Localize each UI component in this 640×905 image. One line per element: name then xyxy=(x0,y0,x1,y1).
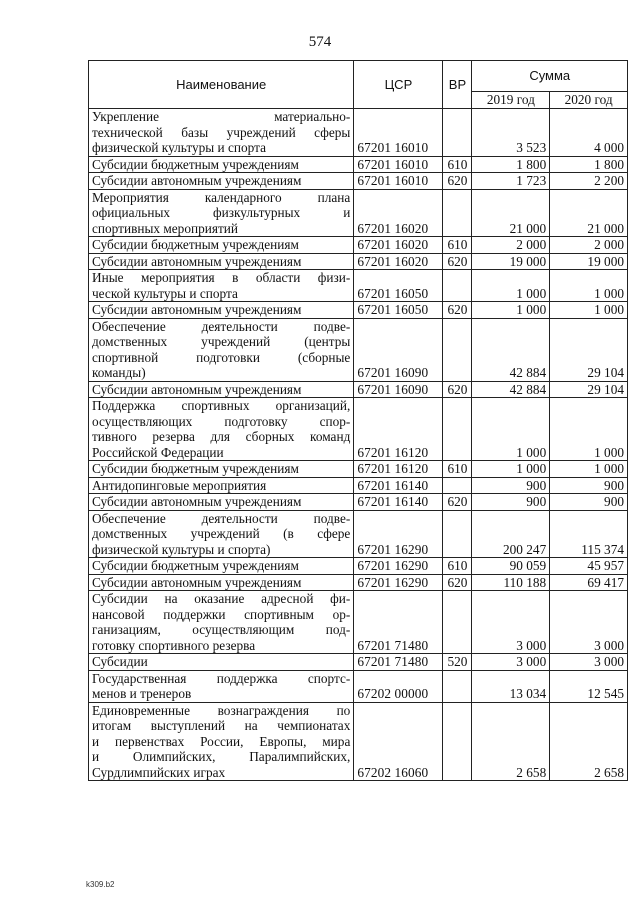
row-sum-2019: 900 xyxy=(472,494,550,511)
table-row xyxy=(89,318,628,381)
row-csr: 67201 16020 xyxy=(354,189,443,237)
row-csr: 67201 16120 xyxy=(354,398,443,461)
row-csr: 67201 16010 xyxy=(354,109,443,157)
row-name-line: Субсидии автономным учреждениям xyxy=(92,494,302,509)
row-sum-2019: 2 000 xyxy=(472,237,550,254)
row-csr: 67201 16010 xyxy=(354,156,443,173)
row-sum-2020: 1 000 xyxy=(550,461,628,478)
row-name-line: Сурдлимпийских играх xyxy=(92,764,226,780)
row-csr: 67201 16090 xyxy=(354,381,443,398)
row-name-line: и первенствах России, Европы, мира xyxy=(92,733,351,749)
table-row xyxy=(89,302,628,319)
row-name xyxy=(89,109,354,157)
row-name xyxy=(89,189,354,237)
header-name: Наименование xyxy=(89,61,354,109)
row-sum-2020: 900 xyxy=(550,477,628,494)
row-csr: 67201 16120 xyxy=(354,461,443,478)
budget-table xyxy=(88,60,628,781)
table-header xyxy=(89,61,628,109)
row-name-line: Государственная поддержка спортс- xyxy=(92,670,351,686)
row-name-line: Единовременные вознаграждения по xyxy=(92,702,351,718)
row-name-line: Укрепление материально- xyxy=(92,109,351,124)
row-sum-2020: 29 104 xyxy=(550,318,628,381)
row-name xyxy=(89,398,354,461)
row-name-line: и Олимпийских, Паралимпийских, xyxy=(92,749,351,764)
row-name xyxy=(89,156,354,173)
row-sum-2019: 21 000 xyxy=(472,189,550,237)
row-name-line: Субсидии бюджетным учреждениям xyxy=(92,558,299,573)
row-csr: 67202 16060 xyxy=(354,702,443,781)
table-row xyxy=(89,558,628,575)
row-sum-2020: 2 200 xyxy=(550,173,628,190)
table-row xyxy=(89,156,628,173)
row-name xyxy=(89,302,354,319)
row-vr xyxy=(443,510,472,558)
row-name-line: осуществляющих подготовку спор- xyxy=(92,413,351,429)
table-row xyxy=(89,381,628,398)
row-name-line: Поддержка спортивных организаций, xyxy=(92,398,351,413)
row-sum-2019: 3 000 xyxy=(472,654,550,671)
row-name xyxy=(89,270,354,302)
row-sum-2019: 1 800 xyxy=(472,156,550,173)
row-name-line: Субсидии автономным учреждениям xyxy=(92,173,302,188)
row-sum-2019: 1 000 xyxy=(472,461,550,478)
row-name-line: Субсидии на оказание адресной фи- xyxy=(92,591,351,606)
row-name-line: спортивных мероприятий xyxy=(92,220,239,236)
table-row xyxy=(89,670,628,702)
row-vr: 520 xyxy=(443,654,472,671)
row-vr xyxy=(443,318,472,381)
row-name-line: технической базы учреждений сферы xyxy=(92,124,351,140)
row-vr: 620 xyxy=(443,253,472,270)
row-vr xyxy=(443,270,472,302)
row-csr: 67201 16290 xyxy=(354,574,443,591)
row-name xyxy=(89,558,354,575)
row-name-line: Российской Федерации xyxy=(92,444,224,460)
row-name-line: Субсидии бюджетным учреждениям xyxy=(92,156,299,172)
row-name xyxy=(89,670,354,702)
row-csr: 67201 71480 xyxy=(354,591,443,654)
row-sum-2019: 110 188 xyxy=(472,574,550,591)
row-vr xyxy=(443,109,472,157)
row-name xyxy=(89,510,354,558)
row-name xyxy=(89,654,354,671)
header-csr: ЦСР xyxy=(354,61,443,109)
row-name xyxy=(89,173,354,190)
row-csr: 67201 16020 xyxy=(354,237,443,254)
row-sum-2019: 90 059 xyxy=(472,558,550,575)
row-sum-2020: 3 000 xyxy=(550,654,628,671)
table-row xyxy=(89,574,628,591)
row-name-line: физической культуры и спорта xyxy=(92,140,266,155)
header-sum: Сумма xyxy=(472,61,628,92)
row-sum-2020: 1 000 xyxy=(550,270,628,302)
row-sum-2020: 3 000 xyxy=(550,591,628,654)
row-name-line: домственных учреждений (в сфере xyxy=(92,526,351,541)
table-row xyxy=(89,270,628,302)
table-row xyxy=(89,702,628,781)
row-sum-2019: 1 000 xyxy=(472,302,550,319)
row-name-line: спортивной подготовки (сборные xyxy=(92,349,351,365)
row-vr: 620 xyxy=(443,574,472,591)
row-vr: 610 xyxy=(443,237,472,254)
row-vr: 610 xyxy=(443,156,472,173)
row-csr: 67201 16140 xyxy=(354,477,443,494)
row-sum-2019: 3 000 xyxy=(472,591,550,654)
row-sum-2020: 45 957 xyxy=(550,558,628,575)
table-row xyxy=(89,173,628,190)
row-name-line: домственных учреждений (центры xyxy=(92,334,351,349)
row-name-line: Субсидии бюджетным учреждениям xyxy=(92,461,299,476)
row-vr xyxy=(443,477,472,494)
row-name-line: Субсидии автономным учреждениям xyxy=(92,302,302,317)
table-row xyxy=(89,109,628,157)
table-row xyxy=(89,461,628,478)
row-name xyxy=(89,318,354,381)
row-csr: 67201 16090 xyxy=(354,318,443,381)
row-name xyxy=(89,381,354,398)
row-vr: 610 xyxy=(443,558,472,575)
row-name-line: Обеспечение деятельности подве- xyxy=(92,510,351,526)
row-sum-2020: 4 000 xyxy=(550,109,628,157)
row-sum-2020: 12 545 xyxy=(550,670,628,702)
row-name-line: тивного резерва для сборных команд xyxy=(92,429,351,444)
row-vr: 620 xyxy=(443,302,472,319)
row-sum-2020: 2 658 xyxy=(550,702,628,781)
row-csr: 67201 16050 xyxy=(354,270,443,302)
header-vr: ВР xyxy=(443,61,472,109)
row-sum-2020: 900 xyxy=(550,494,628,511)
table-row xyxy=(89,477,628,494)
row-name-line: Иные мероприятия в области физи- xyxy=(92,270,351,285)
row-csr: 67201 16290 xyxy=(354,510,443,558)
row-name xyxy=(89,574,354,591)
header-year-2020: 2020 год xyxy=(550,92,628,109)
row-name-line: команды) xyxy=(92,365,146,380)
row-name xyxy=(89,702,354,781)
row-csr: 67202 00000 xyxy=(354,670,443,702)
row-sum-2019: 2 658 xyxy=(472,702,550,781)
row-sum-2020: 1 000 xyxy=(550,302,628,319)
row-name xyxy=(89,494,354,511)
row-name-line: Антидопинговые мероприятия xyxy=(92,477,267,493)
table-row xyxy=(89,591,628,654)
row-name-line: Субсидии автономным учреждениям xyxy=(92,381,302,397)
row-name-line: Субсидии автономным учреждениям xyxy=(92,253,302,269)
row-sum-2020: 2 000 xyxy=(550,237,628,254)
row-name xyxy=(89,461,354,478)
row-name-line: Субсидии бюджетным учреждениям xyxy=(92,237,299,252)
row-name-line: официальных физкультурных и xyxy=(92,205,351,220)
row-vr xyxy=(443,398,472,461)
row-sum-2019: 1 000 xyxy=(472,270,550,302)
row-name-line: нансовой поддержки спортивным ор- xyxy=(92,606,351,622)
table-row xyxy=(89,237,628,254)
row-sum-2019: 42 884 xyxy=(472,318,550,381)
row-vr: 620 xyxy=(443,381,472,398)
header-year-2019: 2019 год xyxy=(472,92,550,109)
row-name xyxy=(89,237,354,254)
row-vr xyxy=(443,189,472,237)
row-name xyxy=(89,591,354,654)
row-sum-2020: 19 000 xyxy=(550,253,628,270)
row-sum-2019: 1 723 xyxy=(472,173,550,190)
row-vr: 620 xyxy=(443,494,472,511)
row-sum-2019: 200 247 xyxy=(472,510,550,558)
row-sum-2020: 29 104 xyxy=(550,381,628,398)
row-sum-2019: 42 884 xyxy=(472,381,550,398)
row-name xyxy=(89,253,354,270)
row-csr: 67201 16140 xyxy=(354,494,443,511)
table-row xyxy=(89,189,628,237)
row-vr xyxy=(443,670,472,702)
row-sum-2019: 13 034 xyxy=(472,670,550,702)
row-csr: 67201 16050 xyxy=(354,302,443,319)
row-sum-2020: 1 800 xyxy=(550,156,628,173)
row-vr: 610 xyxy=(443,461,472,478)
table-row xyxy=(89,494,628,511)
row-vr xyxy=(443,591,472,654)
row-name-line: Субсидии автономным учреждениям xyxy=(92,574,302,590)
row-sum-2020: 69 417 xyxy=(550,574,628,591)
row-sum-2019: 900 xyxy=(472,477,550,494)
row-sum-2019: 3 523 xyxy=(472,109,550,157)
row-sum-2019: 1 000 xyxy=(472,398,550,461)
row-name-line: Субсидии xyxy=(92,654,148,669)
row-sum-2020: 1 000 xyxy=(550,398,628,461)
row-name-line: физической культуры и спорта) xyxy=(92,541,271,557)
table-row xyxy=(89,654,628,671)
row-sum-2020: 21 000 xyxy=(550,189,628,237)
footer-code: k309.b2 xyxy=(86,880,115,889)
table-body xyxy=(89,109,628,781)
row-name-line: ческой культуры и спорта xyxy=(92,285,238,301)
row-csr: 67201 16010 xyxy=(354,173,443,190)
row-name-line: менов и тренеров xyxy=(92,686,192,701)
row-vr: 620 xyxy=(443,173,472,190)
row-sum-2019: 19 000 xyxy=(472,253,550,270)
row-name xyxy=(89,477,354,494)
row-vr xyxy=(443,702,472,781)
row-csr: 67201 71480 xyxy=(354,654,443,671)
table-row xyxy=(89,253,628,270)
row-name-line: Мероприятия календарного плана xyxy=(92,189,351,205)
row-sum-2020: 115 374 xyxy=(550,510,628,558)
row-csr: 67201 16020 xyxy=(354,253,443,270)
row-name-line: готовку спортивного резерва xyxy=(92,637,256,653)
row-name-line: Обеспечение деятельности подве- xyxy=(92,318,351,334)
row-name-line: ганизациям, осуществляющим под- xyxy=(92,622,351,637)
table-row xyxy=(89,510,628,558)
row-name-line: итогам выступлений на чемпионатах xyxy=(92,718,351,733)
row-csr: 67201 16290 xyxy=(354,558,443,575)
table-row xyxy=(89,398,628,461)
page-number: 574 xyxy=(308,34,332,50)
